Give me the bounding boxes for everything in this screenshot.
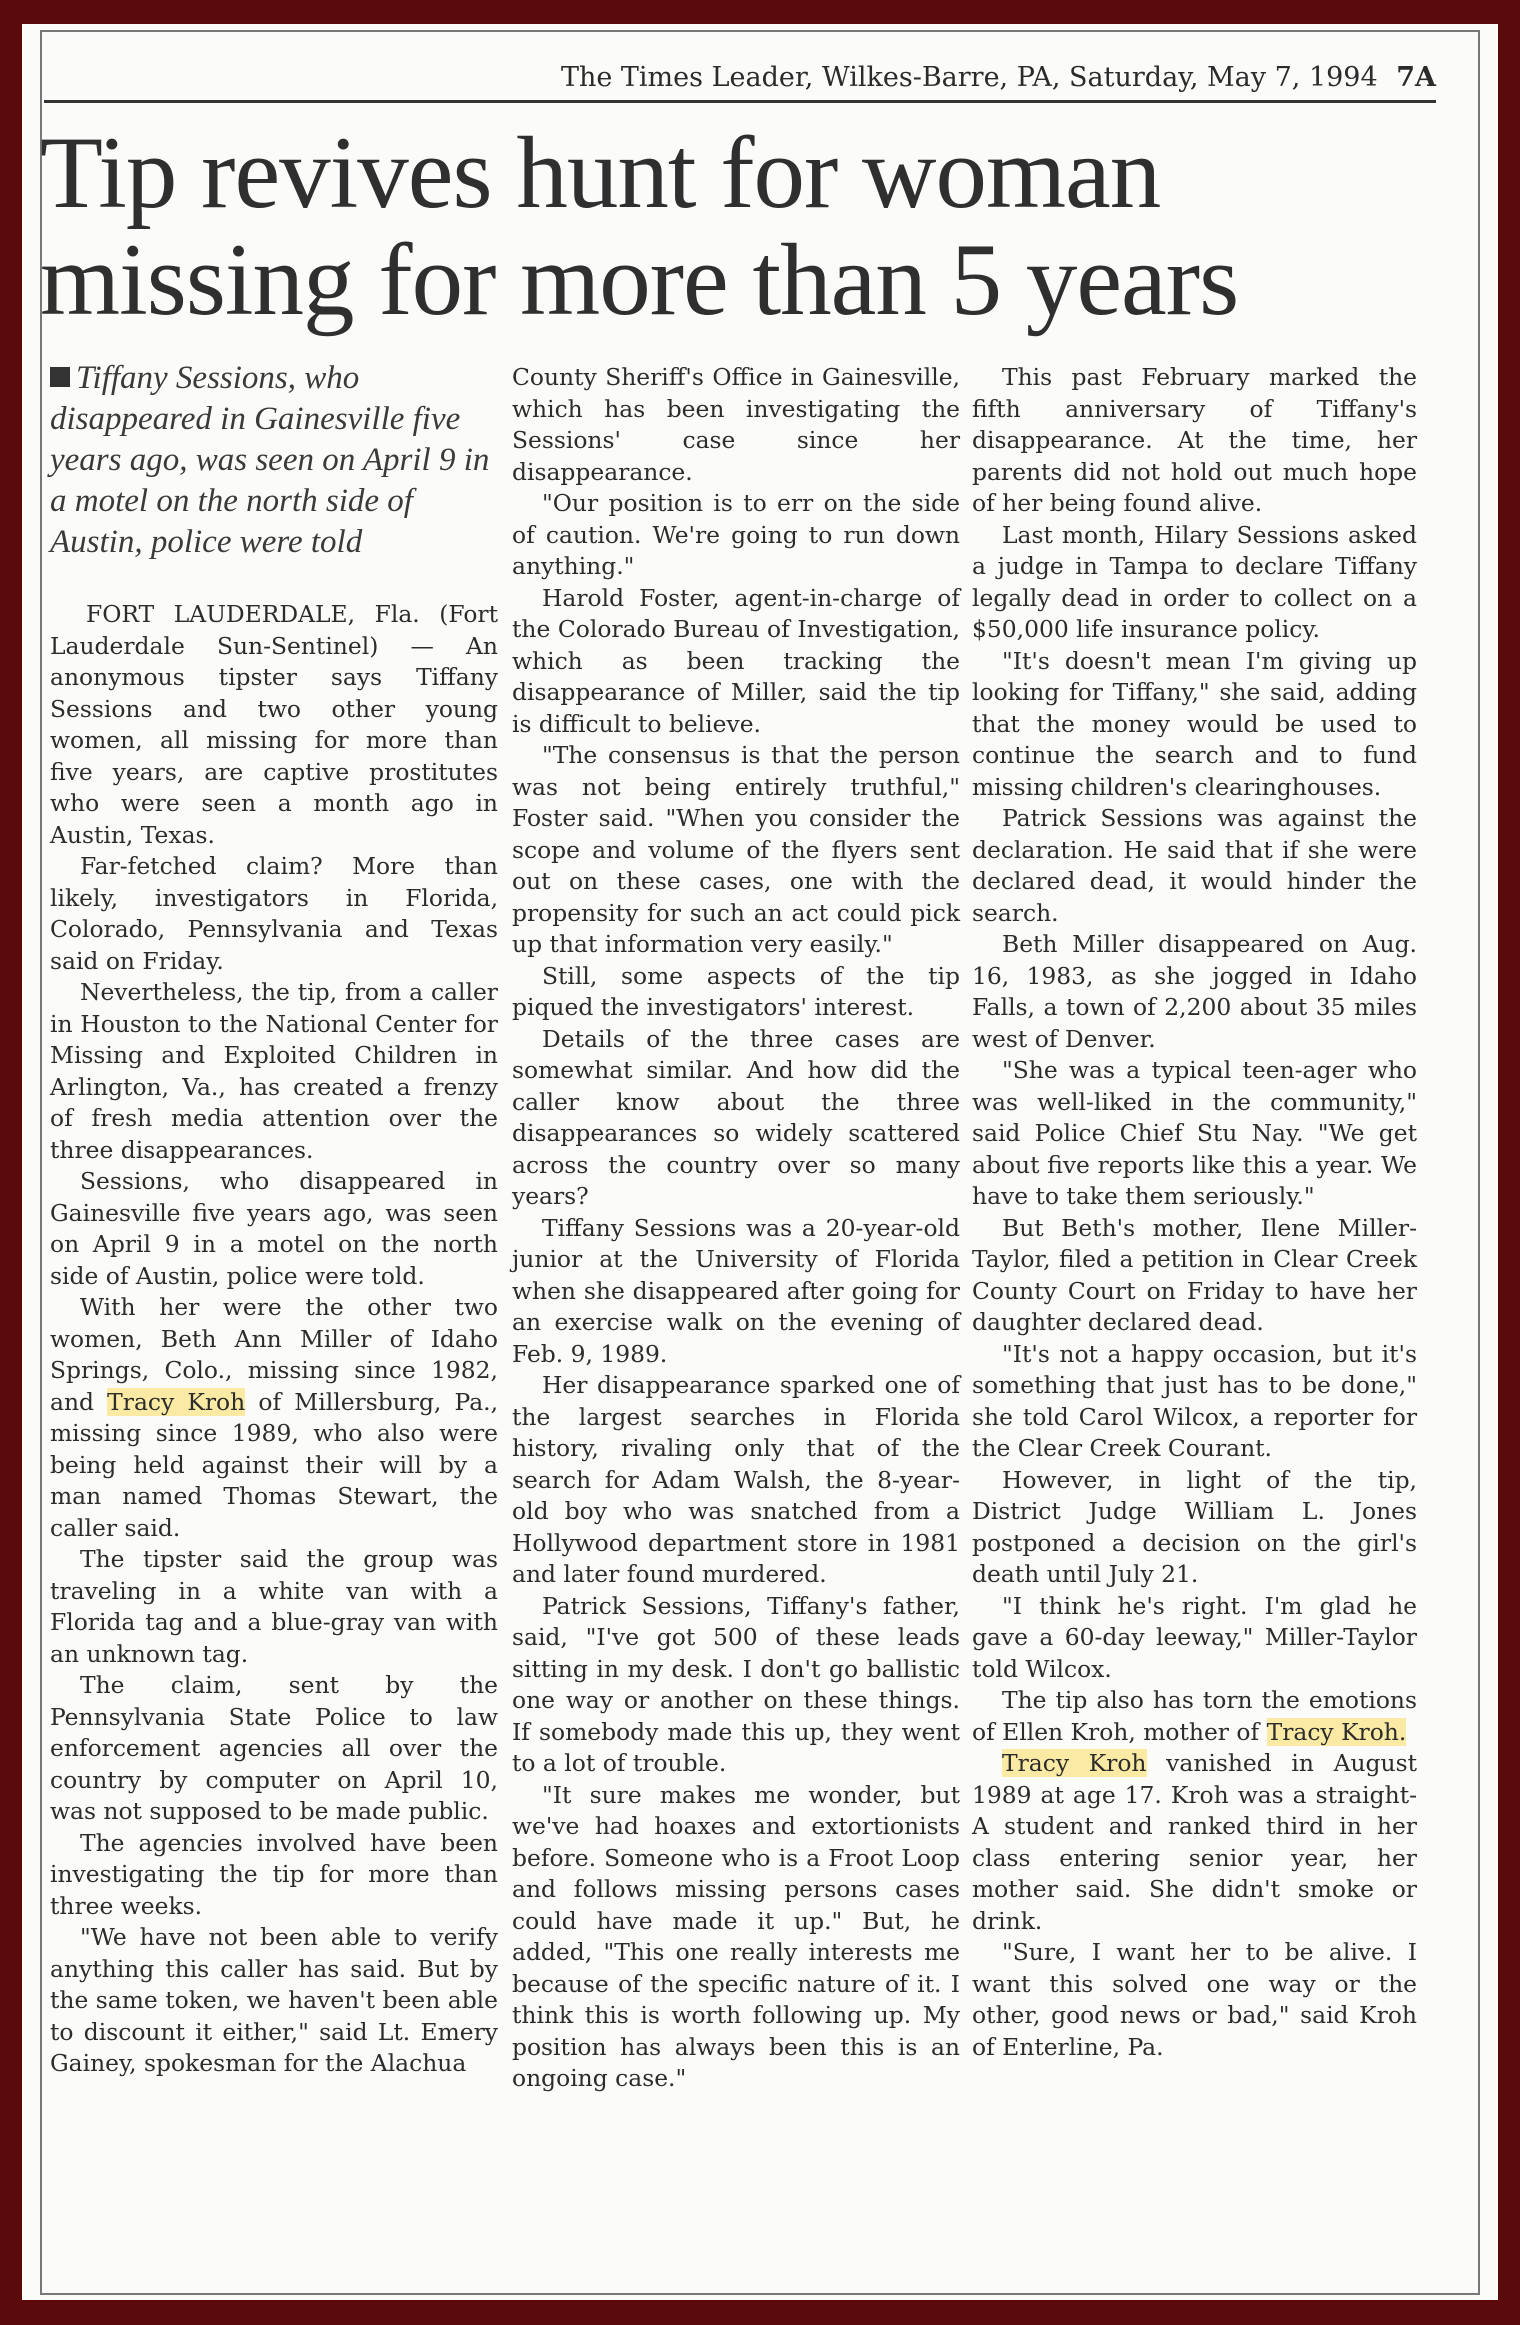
paragraph-text: The tip also has torn the emotions of Ellen Kroh, mother of: [972, 1686, 1417, 1746]
paragraph: Far-fetched claim? More than likely, investigators in Florida, Colorado, Pennsylvania and Texas said on Friday.: [50, 852, 498, 975]
masthead-rule: [44, 100, 1436, 103]
paragraph: Still, some aspects of the tip piqued the investigators' interest.: [512, 961, 960, 1021]
paragraph: Beth Miller disappeared on Aug. 16, 1983, as she jogged in Idaho Falls, a town of 2,200 about 35 miles west of Denver.: [972, 930, 1417, 1053]
paragraph: Nevertheless, the tip, from a caller in Houston to the National Center for Missing and Exploited Children in Arlington, Va., has created a frenzy of fresh media attention over the three disappearances.: [50, 978, 498, 1164]
paragraph: "The consensus is that the person was not being entirely truthful," Foster said. "When you consider the scope and volume of the flyers sent out on these cases, one with the propensity for such an act could pick up that information very easily.": [512, 741, 960, 958]
paragraph: "Our position is to err on the side of caution. We're going to run down anything.": [512, 489, 960, 580]
paragraph: "It's doesn't mean I'm giving up looking for Tiffany," she said, adding that the money would be used to continue the search and to fund missing children's clearinghouses.: [972, 646, 1417, 801]
paragraph: However, in light of the tip, District Judge William L. Jones postponed a decision on the girl's death until July 21.: [972, 1465, 1417, 1588]
paragraph-text: of Millersburg, Pa., missing since 1989, who also were being held against their will by a man named Thomas Stewart, the caller said.: [50, 1387, 499, 1542]
paragraph-text: vanished in August 1989 at age 17. Kroh was a straight-A student and ranked third in her class entering senior year, her mother said. She didn't smoke or drink.: [972, 1749, 1417, 1935]
deck-text: Tiffany Sessions, who disappeared in Gainesville five years ago, was seen on April 9 in a motel on the north side of Austin, police were told: [50, 360, 490, 560]
masthead-line: The Times Leader, Wilkes-Barre, PA, Saturday, May 7, 1994: [560, 62, 1378, 93]
paragraph: Harold Foster, agent-in-charge of the Colorado Bureau of Investigation, which as been tracking the disappearance of Miller, said the tip is difficult to believe.: [512, 583, 960, 738]
paragraph: The claim, sent by the Pennsylvania State Police to law enforcement agencies all over the country by computer on April 10, was not supposed to be made public.: [50, 1671, 498, 1825]
paragraph: Patrick Sessions was against the declaration. He said that if she were declared dead, it would hinder the search.: [972, 804, 1417, 927]
paragraph: Tiffany Sessions was a 20-year-old junior at the University of Florida when she disappeared after going for an exercise walk on the evening of Feb. 9, 1989.: [512, 1213, 960, 1368]
column-1: [50, 354, 498, 2080]
paragraph: "We have not been able to verify anything this caller has said. But by the same token, we haven't been able to discount it either," said Lt. Emery Gainey, spokesman for the Alachua: [50, 1923, 498, 2077]
paragraph: FORT LAUDERDALE, Fla. (Fort Lauderdale Sun-Sentinel) — An anonymous tipster says Tiffany Sessions and two other young women, all missing for more than five years, are captive prostitutes who were seen a month ago in Austin, Texas.: [50, 600, 498, 849]
paragraph: County Sheriff's Office in Gainesville, which has been investigating the Sessions' case since her disappearance.: [512, 363, 960, 486]
paragraph: "It's not a happy occasion, but it's something that just has to be done," she told Carol Wilcox, a reporter for the Clear Creek Courant.: [972, 1339, 1417, 1462]
paragraph: The tipster said the group was traveling in a white van with a Florida tag and a blue-gray van with an unknown tag.: [50, 1545, 498, 1668]
paragraph: The agencies involved have been investigating the tip for more than three weeks.: [50, 1828, 498, 1920]
paragraph: "I think he's right. I'm glad he gave a 60-day leeway," Miller-Taylor told Wilcox.: [972, 1591, 1417, 1683]
paragraph: "It sure makes me wonder, but we've had hoaxes and extortionists before. Someone who is a Froot Loop and follows missing persons cases could have made it up." But, he added, "This one really interests me because of the specific nature of it. I think this is worth following up. My position has always been this is an ongoing case.": [512, 1780, 960, 2092]
deck: [50, 358, 498, 563]
paragraph: [50, 1292, 498, 1544]
paragraph: Her disappearance sparked one of the largest searches in Florida history, rivaling only that of the search for Adam Walsh, the 8-year-old boy who was snatched from a Hollywood department store in 1981 and later found murdered.: [512, 1371, 960, 1588]
paragraph: [972, 1748, 1417, 1937]
column-2: [512, 362, 960, 2095]
square-bullet-icon: [50, 367, 70, 387]
highlighted-name: Tracy Kroh: [107, 1387, 246, 1416]
paragraph: Sessions, who disappeared in Gainesville five years ago, was seen on April 9 in a motel on the north side of Austin, police were told.: [50, 1167, 498, 1290]
paragraph: This past February marked the fifth anniversary of Tiffany's disappearance. At the time, her parents did not hold out much hope of her being found alive.: [972, 363, 1417, 517]
paragraph: "Sure, I want her to be alive. I want this solved one way or the other, good news or bad," said Kroh of Enterline, Pa.: [972, 1938, 1417, 2061]
highlighted-name: Tracy Kroh.: [1266, 1717, 1407, 1746]
paragraph: Last month, Hilary Sessions asked a judge in Tampa to declare Tiffany legally dead in order to collect on a $50,000 life insurance policy.: [972, 520, 1417, 643]
page-number: 7A: [1396, 62, 1436, 93]
paragraph-text: With her were the other two women, Beth Ann Miller of Idaho Springs, Colo., missing since 1982, and: [50, 1293, 498, 1416]
paragraph: Details of the three cases are somewhat similar. And how did the caller know about the three disappearances so widely scattered across the country over so many years?: [512, 1024, 960, 1210]
column-3: [972, 362, 1417, 2063]
article-frame: [22, 24, 1498, 2300]
paragraph: [972, 1685, 1417, 1748]
highlighted-name: Tracy Kroh: [1002, 1749, 1147, 1777]
paragraph: Patrick Sessions, Tiffany's father, said, "I've got 500 of these leads sitting in my desk. I don't go ballistic one way or another on these things. If somebody made this up, they went to a lot of trouble.: [512, 1591, 960, 1777]
paragraph: But Beth's mother, Ilene Miller-Taylor, filed a petition in Clear Creek County Court on Friday to have her daughter declared dead.: [972, 1213, 1417, 1336]
masthead: [512, 62, 1436, 93]
headline: Tip revives hunt for woman missing for more than 5 years: [40, 116, 1239, 337]
paragraph: "She was a typical teen-ager who was well-liked in the community," said Police Chief Stu Nay. "We get about five reports like this a year. We have to take them seriously.": [972, 1056, 1417, 1210]
